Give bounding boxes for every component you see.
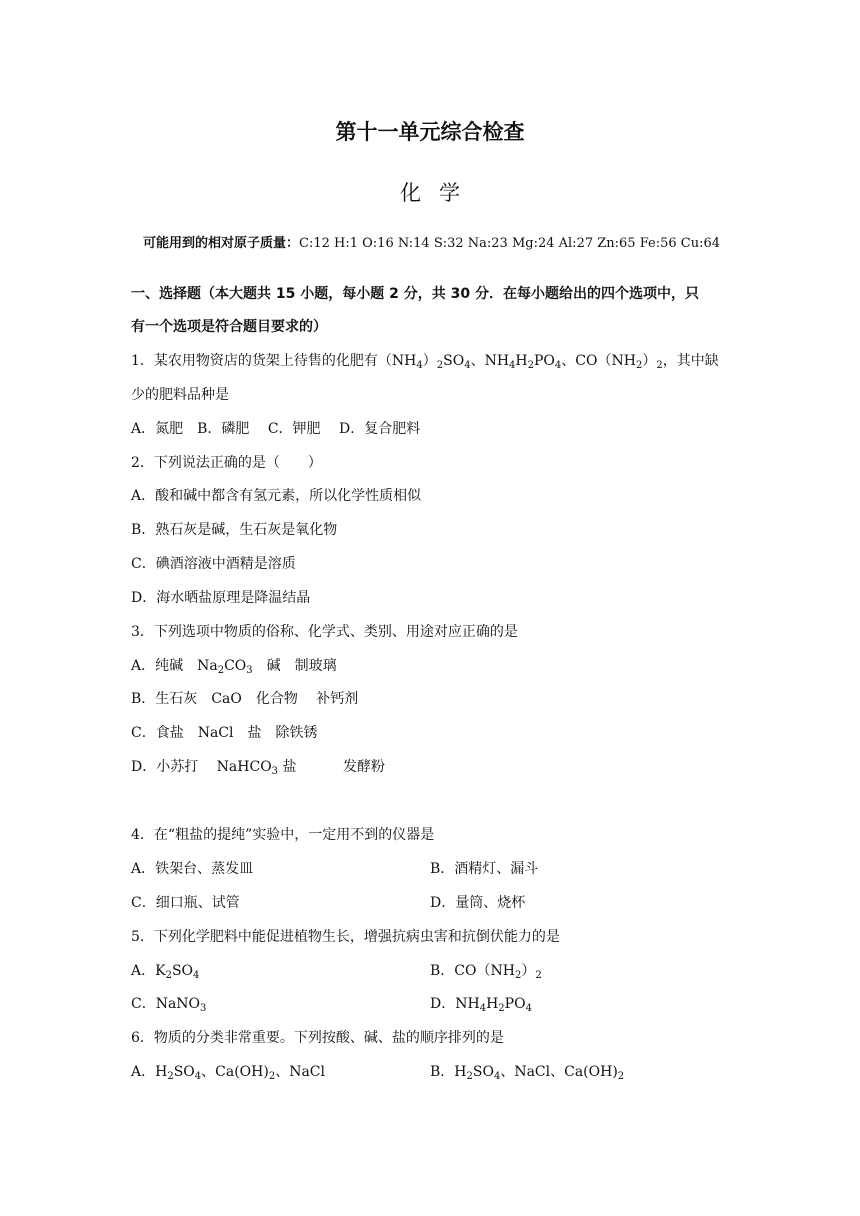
text: A．H	[131, 1064, 168, 1080]
question-2-option-a: A．酸和碱中都含有氢元素，所以化学性质相似	[131, 488, 422, 504]
question-3-option-d	[131, 758, 385, 781]
question-3-option-b: B．生石灰 CaO 化合物 补钙剂	[131, 691, 359, 707]
section-heading-line2: 有一个选项是符合题目要求的）	[131, 319, 327, 335]
question-1-stem	[131, 352, 719, 375]
text: PO	[534, 353, 555, 369]
subscript: 2	[436, 360, 444, 371]
subscript: 3	[246, 665, 253, 676]
text: D．NH	[430, 996, 480, 1012]
question-2-stem: 2．下列说法正确的是（ ）	[131, 455, 322, 471]
question-4-option-b: B．酒精灯、漏斗	[430, 861, 539, 877]
text: ）	[642, 353, 657, 369]
text: ）	[422, 353, 437, 369]
question-2-option-c: C．碘酒溶液中酒精是溶质	[131, 556, 296, 572]
text: 1．某农用物资店的货架上待售的化肥有（NH	[131, 353, 417, 369]
text: 盐 发酵粉	[278, 759, 385, 775]
section-heading-line1: 一、选择题（本大题共 15 小题，每小题 2 分，共 30 分．在每小题给出的四个选项中，只	[131, 286, 699, 302]
text: C．NaNO	[131, 996, 201, 1012]
subscript: 2	[527, 360, 535, 371]
subscript: 4	[525, 1003, 532, 1014]
question-1-options: A．氮肥 B．磷肥 C．钾肥 D．复合肥料	[131, 421, 421, 437]
question-4-option-d: D．量筒、烧杯	[430, 895, 526, 911]
question-3-stem: 3．下列选项中物质的俗称、化学式、类别、用途对应正确的是	[131, 624, 518, 640]
text: H	[515, 353, 528, 369]
subscript: 2	[217, 665, 225, 676]
subscript: 2	[268, 1071, 276, 1082]
question-6-option-b	[430, 1063, 624, 1086]
subscript: 4	[479, 1003, 487, 1014]
subscript: 2	[165, 970, 172, 981]
text: B．CO（NH	[430, 963, 515, 979]
question-4-option-a: A．铁架台、蒸发皿	[131, 861, 254, 877]
text: ）	[521, 963, 536, 979]
text: A．纯碱 Na	[131, 658, 218, 674]
question-5-option-a	[131, 962, 199, 985]
subscript: 4	[416, 360, 423, 371]
question-5-option-b	[430, 962, 542, 985]
question-4-option-c: C．细口瓶、试管	[131, 895, 240, 911]
subscript: 2	[617, 1071, 625, 1082]
text: 碱 制玻璃	[252, 658, 337, 674]
subscript: 4	[193, 970, 200, 981]
question-6-stem: 6．物质的分类非常重要。下列按酸、碱、盐的顺序排列的是	[131, 1030, 504, 1046]
text: H	[486, 996, 499, 1012]
question-5-stem: 5．下列化学肥料中能促进植物生长，增强抗病虫害和抗倒伏能力的是	[131, 929, 560, 945]
text: 、NaCl	[275, 1064, 325, 1080]
text: 、CO（NH	[561, 353, 636, 369]
subscript: 4	[464, 360, 471, 371]
subject-heading: 化学	[400, 181, 478, 205]
subscript: 2	[167, 1071, 174, 1082]
subscript: 2	[514, 970, 522, 981]
text: D．小苏打 NaHCO	[131, 759, 272, 775]
page-title: 第十一单元综合检查	[335, 120, 525, 144]
question-2-option-b: B．熟石灰是碱，生石灰是氧化物	[131, 522, 338, 538]
question-5-option-d	[430, 995, 532, 1018]
text: SO	[171, 963, 194, 979]
text: 、NaCl、Ca(OH)	[500, 1064, 618, 1080]
question-5-option-c	[131, 995, 206, 1018]
subscript: 3	[271, 766, 279, 777]
atomic-mass-values: C:12 H:1 O:16 N:14 S:32 Na:23 Mg:24 Al:27 Zn:65 Fe:56 Cu:64	[299, 236, 720, 251]
question-1-stem-line2: 少的肥料品种是	[131, 387, 229, 403]
subscript: 2	[635, 360, 643, 371]
question-2-option-d: D．海水晒盐原理是降温结晶	[131, 590, 311, 606]
text: ，其中缺	[662, 353, 719, 369]
question-4-stem: 4．在“粗盐的提纯”实验中，一定用不到的仪器是	[131, 827, 435, 843]
subscript: 2	[656, 360, 663, 371]
question-3-option-a	[131, 657, 337, 680]
text: SO	[443, 353, 465, 369]
text: PO	[504, 996, 526, 1012]
text: 、Ca(OH)	[201, 1064, 269, 1080]
subscript: 3	[200, 1003, 207, 1014]
subscript: 4	[194, 1071, 202, 1082]
subscript: 4	[554, 360, 562, 371]
question-6-option-a	[131, 1063, 325, 1086]
subscript: 2	[498, 1003, 505, 1014]
text: CO	[224, 658, 247, 674]
question-3-option-c: C．食盐 NaCl 盐 除铁锈	[131, 725, 318, 741]
atomic-mass-label: 可能用到的相对原子质量：	[143, 236, 300, 251]
subscript: 2	[466, 1071, 473, 1082]
text: A．K	[131, 963, 166, 979]
text: 、NH	[470, 353, 510, 369]
text: SO	[173, 1064, 195, 1080]
text: SO	[472, 1064, 494, 1080]
text: B．H	[430, 1064, 467, 1080]
subscript: 4	[493, 1071, 501, 1082]
subscript: 2	[535, 970, 542, 981]
subscript: 4	[509, 360, 516, 371]
atomic-mass-line	[143, 235, 720, 253]
